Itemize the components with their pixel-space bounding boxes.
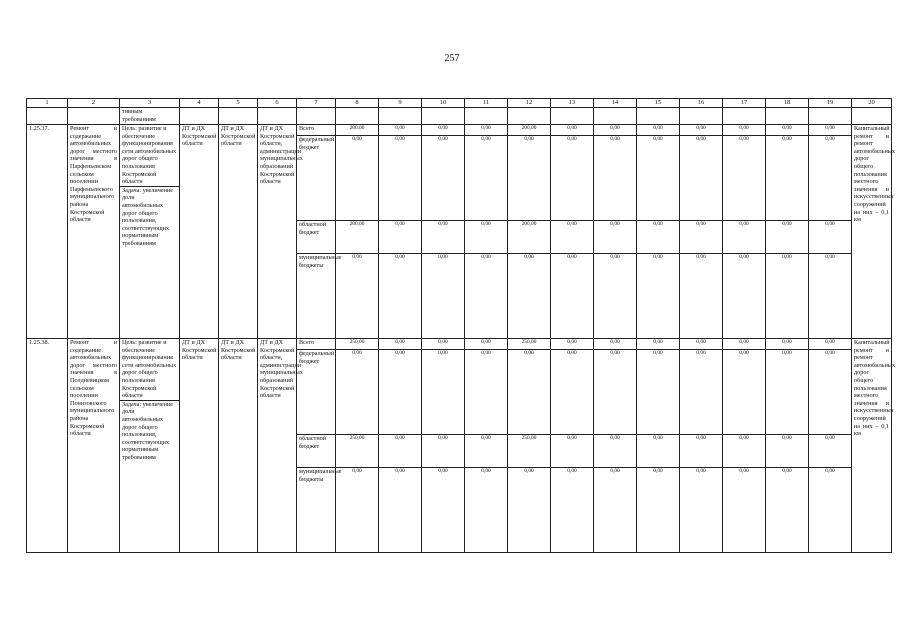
empty-cell [219, 108, 258, 125]
funding-value: 0,00 [551, 254, 594, 339]
funding-value: 0,00 [465, 350, 508, 435]
funding-value: 0,00 [766, 339, 809, 350]
row-object: Ремонт и содержание автомобильных дорог местного значения в Полдневицком сельском поселении Понизовского муниципального района Костромской области [68, 339, 120, 553]
column-header: 9 [379, 99, 422, 108]
participants: ДТ и ДХ Костромской области, администрации муниципальных образований Костромской области [258, 125, 297, 339]
state-customer: ДТ и ДХ Костромской области [219, 339, 258, 553]
funding-value: 0,00 [551, 435, 594, 468]
funding-value: 200,00 [508, 125, 551, 136]
empty-cell [297, 108, 336, 125]
funding-value: 0,00 [809, 254, 852, 339]
empty-cell [465, 108, 508, 125]
funding-source-label: областной бюджет [297, 435, 336, 468]
funding-source-label: муниципальные бюджеты [297, 254, 336, 339]
funding-source-label: Всего [297, 339, 336, 350]
funding-value: 0,00 [508, 254, 551, 339]
column-header: 8 [336, 99, 379, 108]
empty-cell [723, 108, 766, 125]
continuation-text: тивным требованиям [120, 108, 180, 125]
funding-value: 0,00 [723, 221, 766, 254]
funding-value: 0,00 [680, 136, 723, 221]
empty-cell [594, 108, 637, 125]
funding-value: 0,00 [680, 221, 723, 254]
column-header: 19 [809, 99, 852, 108]
empty-cell [852, 108, 892, 125]
state-customer: ДТ и ДХ Костромской области [219, 125, 258, 339]
goal-task-cell [120, 125, 180, 339]
funding-source-label: федеральный бюджет [297, 350, 336, 435]
funding-value: 0,00 [809, 468, 852, 553]
funding-value: 0,00 [723, 125, 766, 136]
funding-value: 0,00 [766, 136, 809, 221]
row-id: 1.25.37. [27, 125, 68, 339]
source-row [27, 125, 892, 136]
goal-text: Цель: развитие и обеспечение функционирования сети автомобильных дорог общего пользования Костромской области [120, 339, 179, 401]
funding-value: 0,00 [680, 468, 723, 553]
funding-value: 0,00 [422, 125, 465, 136]
funding-value: 0,00 [766, 125, 809, 136]
column-header: 17 [723, 99, 766, 108]
funding-value: 0,00 [336, 468, 379, 553]
funding-value: 0,00 [336, 254, 379, 339]
funding-source-label: Всего [297, 125, 336, 136]
empty-cell [180, 108, 219, 125]
funding-value: 0,00 [809, 435, 852, 468]
column-header: 16 [680, 99, 723, 108]
funding-source-label: федеральный бюджет [297, 136, 336, 221]
funding-value: 0,00 [465, 221, 508, 254]
funding-value: 0,00 [551, 125, 594, 136]
responsible-executor: ДТ и ДХ Костромской области [180, 125, 219, 339]
column-header: 10 [422, 99, 465, 108]
continuation-row [27, 108, 892, 125]
funding-value: 0,00 [551, 221, 594, 254]
funding-value: 0,00 [594, 221, 637, 254]
funding-value: 0,00 [465, 435, 508, 468]
column-header: 12 [508, 99, 551, 108]
funding-value: 0,00 [637, 136, 680, 221]
funding-value: 0,00 [766, 221, 809, 254]
column-header: 11 [465, 99, 508, 108]
expected-result: Капитальный ремонт и ремонт автомобильных дорог общего пользования местного значения и искусственных сооружений на них – 0,1 км [852, 125, 892, 339]
funding-value: 0,00 [723, 136, 766, 221]
funding-value: 0,00 [637, 435, 680, 468]
funding-value: 0,00 [594, 125, 637, 136]
column-header: 20 [852, 99, 892, 108]
column-header: 6 [258, 99, 297, 108]
funding-value: 0,00 [594, 339, 637, 350]
column-header: 3 [120, 99, 180, 108]
column-header: 14 [594, 99, 637, 108]
funding-value: 0,00 [809, 339, 852, 350]
funding-value: 0,00 [766, 468, 809, 553]
funding-value: 0,00 [465, 468, 508, 553]
column-header: 15 [637, 99, 680, 108]
funding-value: 0,00 [594, 136, 637, 221]
funding-value: 0,00 [637, 125, 680, 136]
row-object: Ремонт и содержание автомобильных дорог местного значения в Парфеньевском сельском поселении Парфеньевского муниципального района Костромской области [68, 125, 120, 339]
funding-value: 0,00 [680, 350, 723, 435]
expected-result: Капитальный ремонт и ремонт автомобильных дорог общего пользования местного значения и искусственных сооружений на них – 0,1 км [852, 339, 892, 553]
funding-value: 0,00 [465, 136, 508, 221]
empty-cell [258, 108, 297, 125]
column-header: 7 [297, 99, 336, 108]
funding-value: 250,00 [336, 339, 379, 350]
funding-value: 0,00 [723, 350, 766, 435]
empty-cell [27, 108, 68, 125]
funding-value: 0,00 [680, 125, 723, 136]
goal-task-cell [120, 339, 180, 553]
funding-value: 0,00 [637, 339, 680, 350]
participants: ДТ и ДХ Костромской области, администрации муниципальных образований Костромской области [258, 339, 297, 553]
funding-value: 0,00 [594, 254, 637, 339]
column-header: 13 [551, 99, 594, 108]
empty-cell [680, 108, 723, 125]
funding-value: 0,00 [379, 254, 422, 339]
funding-value: 0,00 [422, 339, 465, 350]
funding-value: 0,00 [465, 254, 508, 339]
funding-value: 0,00 [766, 254, 809, 339]
funding-value: 0,00 [422, 350, 465, 435]
empty-cell [68, 108, 120, 125]
funding-value: 0,00 [637, 221, 680, 254]
funding-value: 0,00 [422, 435, 465, 468]
funding-value: 200,00 [508, 221, 551, 254]
funding-value: 0,00 [422, 136, 465, 221]
funding-value: 0,00 [508, 136, 551, 221]
task-text: Задача: увеличение доли автомобильных дорог общего пользования, соответствующих нормативным требованиям [122, 186, 173, 247]
funding-value: 0,00 [809, 125, 852, 136]
empty-cell [336, 108, 379, 125]
funding-value: 0,00 [379, 136, 422, 221]
funding-value: 0,00 [766, 435, 809, 468]
funding-value: 0,00 [680, 435, 723, 468]
funding-value: 0,00 [336, 350, 379, 435]
funding-value: 0,00 [508, 468, 551, 553]
empty-cell [809, 108, 852, 125]
funding-value: 0,00 [508, 350, 551, 435]
funding-value: 0,00 [465, 339, 508, 350]
column-header: 5 [219, 99, 258, 108]
funding-value: 0,00 [809, 221, 852, 254]
funding-value: 0,00 [379, 468, 422, 553]
funding-value: 0,00 [594, 435, 637, 468]
page-number: 257 [444, 53, 460, 64]
empty-cell [379, 108, 422, 125]
funding-source-label: областной бюджет [297, 221, 336, 254]
column-header: 18 [766, 99, 809, 108]
funding-value: 0,00 [551, 350, 594, 435]
funding-value: 0,00 [379, 221, 422, 254]
funding-value: 0,00 [723, 435, 766, 468]
funding-value: 250,00 [336, 435, 379, 468]
column-header: 2 [68, 99, 120, 108]
funding-source-label: муниципальные бюджеты [297, 468, 336, 553]
empty-cell [766, 108, 809, 125]
row-id: 1.25.38. [27, 339, 68, 553]
funding-value: 0,00 [422, 254, 465, 339]
funding-value: 0,00 [379, 339, 422, 350]
funding-value: 0,00 [680, 254, 723, 339]
column-header: 1 [27, 99, 68, 108]
empty-cell [637, 108, 680, 125]
funding-value: 0,00 [637, 350, 680, 435]
funding-value: 0,00 [723, 254, 766, 339]
funding-value: 0,00 [379, 350, 422, 435]
funding-value: 0,00 [809, 136, 852, 221]
funding-value: 0,00 [551, 136, 594, 221]
program-table [26, 98, 896, 553]
funding-value: 200,00 [336, 125, 379, 136]
funding-value: 0,00 [723, 468, 766, 553]
goal-text: Цель: развитие и обеспечение функционирования сети автомобильных дорог общего пользования Костромской области [120, 125, 179, 187]
funding-value: 0,00 [723, 339, 766, 350]
funding-value: 250,00 [508, 435, 551, 468]
responsible-executor: ДТ и ДХ Костромской области [180, 339, 219, 553]
source-row [27, 339, 892, 350]
funding-value: 0,00 [809, 350, 852, 435]
funding-value: 0,00 [422, 468, 465, 553]
funding-value: 0,00 [680, 339, 723, 350]
funding-value: 250,00 [508, 339, 551, 350]
funding-value: 0,00 [594, 350, 637, 435]
funding-value: 0,00 [766, 350, 809, 435]
funding-value: 0,00 [637, 468, 680, 553]
funding-value: 0,00 [551, 468, 594, 553]
header-row [27, 99, 892, 108]
funding-value: 0,00 [379, 125, 422, 136]
funding-value: 0,00 [594, 468, 637, 553]
column-header: 4 [180, 99, 219, 108]
funding-value: 0,00 [336, 136, 379, 221]
empty-cell [422, 108, 465, 125]
funding-value: 0,00 [379, 435, 422, 468]
funding-value: 0,00 [637, 254, 680, 339]
funding-value: 200,00 [336, 221, 379, 254]
funding-value: 0,00 [422, 221, 465, 254]
empty-cell [508, 108, 551, 125]
empty-cell [551, 108, 594, 125]
task-text: Задача: увеличение доли автомобильных дорог общего пользования, соответствующих нормативным требованиям [122, 400, 173, 461]
funding-value: 0,00 [551, 339, 594, 350]
funding-value: 0,00 [465, 125, 508, 136]
